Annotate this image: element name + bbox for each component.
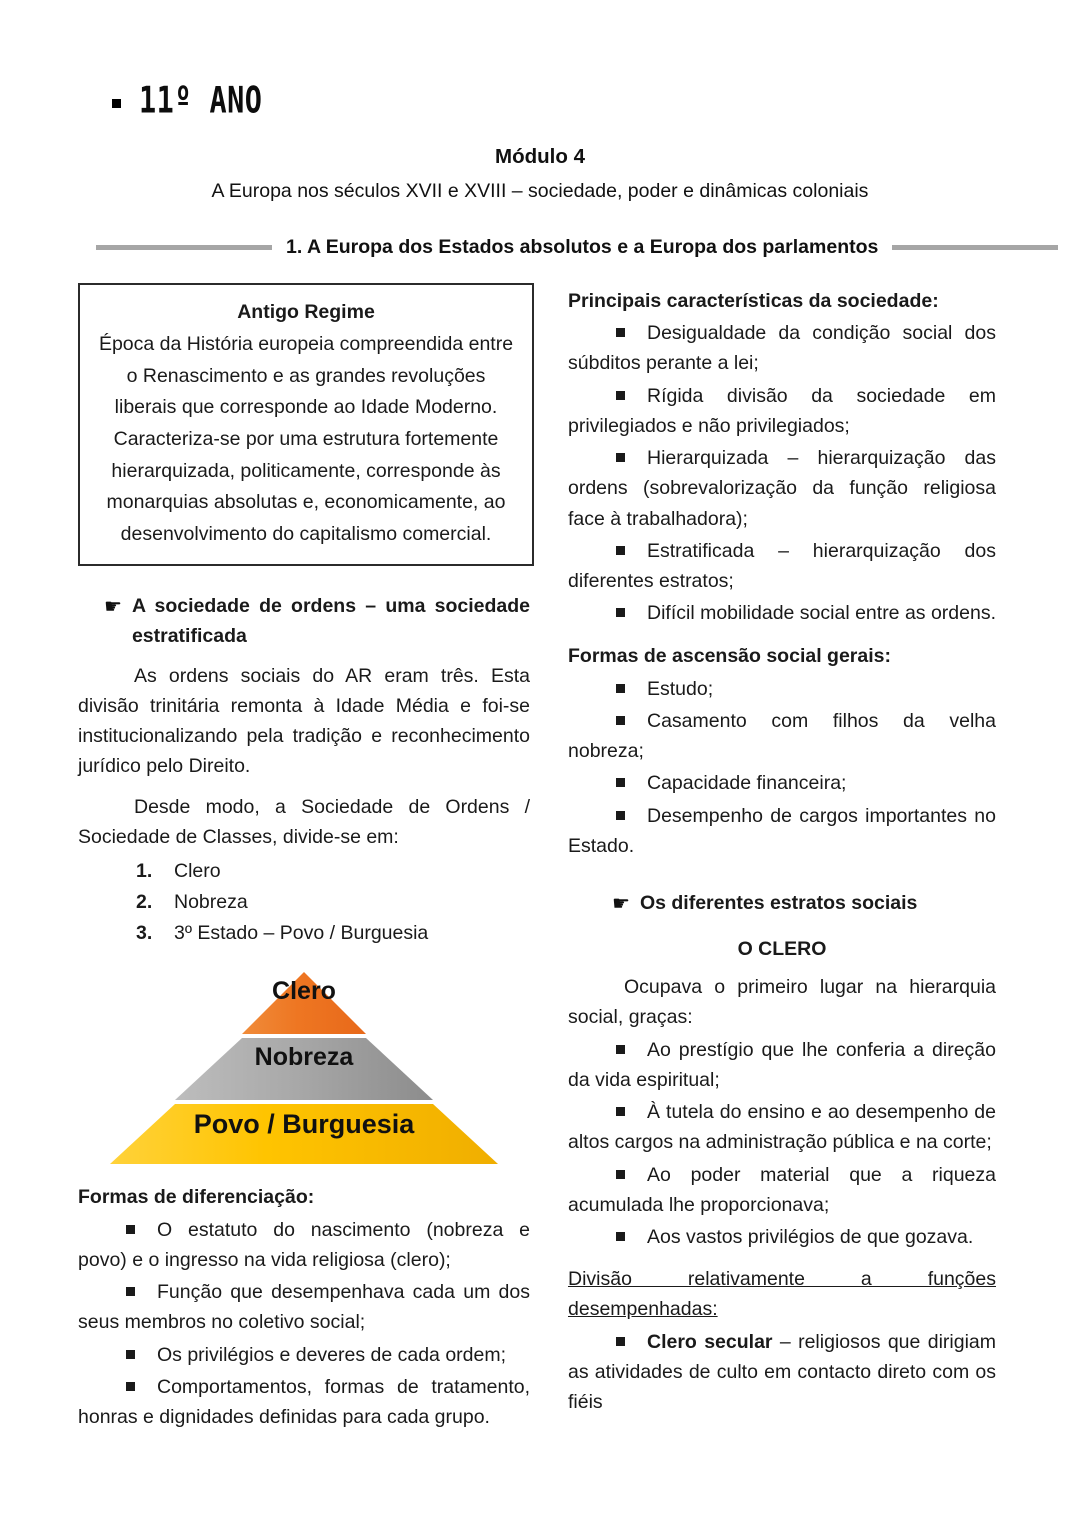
definition-box-title: Antigo Regime [237, 301, 375, 323]
rule-right-divider [892, 245, 1058, 250]
heading-ascensao-social: Formas de ascensão social gerais: [568, 645, 891, 668]
pyramid-label-povo: Povo / Burguesia [193, 1109, 415, 1140]
bullets-clero [568, 1035, 996, 1253]
square-bullet-icon [112, 99, 121, 108]
square-bullet-icon [616, 546, 625, 555]
ordens-list [78, 856, 530, 948]
list-item [568, 768, 996, 798]
left-column [78, 283, 530, 1432]
list-item-label: O estatuto do nascimento (nobreza e povo) e o ingresso na vida religiosa (clero); [78, 1218, 530, 1271]
list-item-label: Desigualdade da condição social dos súbditos perante a lei; [568, 322, 996, 375]
list-item [568, 1327, 996, 1418]
list-item: Nobreza [174, 890, 248, 913]
list-item [568, 536, 996, 596]
list-item-label: Comportamentos, formas de tratamento, honras e dignidades definidas para cada grupo. [78, 1375, 530, 1429]
paragraph-desde-modo: Desde modo, a Sociedade de Ordens / Sociedade de Classes, divide-se em: [78, 795, 530, 848]
list-item-label: Desempenho de cargos importantes no Estado. [568, 804, 996, 857]
list-item-label: Hierarquizada – hierarquização das ordens (sobrevalorização da função religiosa face à trabalhadora); [568, 447, 996, 530]
square-bullet-icon [616, 778, 625, 787]
social-pyramid-diagram [78, 964, 530, 1169]
list-item [568, 801, 996, 861]
list-item-label: Ao prestígio que lhe conferia a direção da vida espiritual; [568, 1038, 996, 1091]
list-item-label: Os privilégios e deveres de cada ordem; [157, 1343, 507, 1366]
heading-estratos-sociais-label: Os diferentes estratos sociais [639, 892, 918, 914]
list-item [568, 1160, 996, 1220]
definition-box [78, 283, 534, 566]
square-bullet-icon [616, 1045, 625, 1054]
pyramid-label-nobreza: Nobreza [254, 1043, 354, 1072]
bullets-clero-secular [568, 1327, 996, 1418]
heading-sociedade-de-ordens [78, 592, 530, 651]
list-item: 3º Estado – Povo / Burguesia [174, 921, 429, 944]
list-item [568, 706, 996, 766]
paragraph-ordens-sociais: As ordens sociais do AR eram três. Esta divisão trinitária remonta à Idade Média e foi-se institucionalizando pela tradição e reconhecimento jurídico pelo Direito. [78, 664, 530, 778]
module-title: Módulo 4 [495, 145, 585, 168]
square-bullet-icon [616, 391, 625, 400]
list-item-label: Aos vastos privilégios de que gozava. [647, 1226, 974, 1248]
list-item [78, 1372, 530, 1432]
list-item [568, 1035, 996, 1095]
paragraph-clero-intro: Ocupava o primeiro lugar na hierarquia social, graças: [568, 976, 996, 1029]
square-bullet-icon [126, 1225, 135, 1234]
list-item-label: Capacidade financeira; [647, 772, 847, 795]
square-bullet-icon [126, 1350, 135, 1359]
bullets-ascensao-social [568, 674, 996, 861]
list-item [78, 1215, 530, 1275]
list-item [568, 1097, 996, 1157]
year-label: 11º ANO [139, 79, 263, 122]
clero-secular-term: Clero secular [647, 1330, 773, 1353]
square-bullet-icon [126, 1287, 135, 1296]
square-bullet-icon [616, 453, 625, 462]
list-item-label: Rígida divisão da sociedade em privilegiados e não privilegiados; [568, 384, 996, 437]
heading-o-clero: O CLERO [737, 938, 827, 960]
year-header [112, 79, 273, 122]
list-item [568, 1222, 996, 1252]
square-bullet-icon [616, 608, 625, 617]
list-item-label: Estratificada – hierarquização dos diferentes estratos; [568, 539, 996, 592]
pointing-hand-icon: ☚ [612, 893, 630, 915]
list-item [568, 674, 996, 704]
bullets-caracteristicas [568, 318, 996, 628]
pyramid-slice-nobreza [175, 1038, 433, 1100]
list-item [78, 1340, 530, 1370]
list-item-label: Estudo; [647, 677, 714, 700]
pyramid-slice-clero [242, 972, 366, 1034]
rule-left-divider [96, 245, 272, 250]
square-bullet-icon [616, 1337, 625, 1346]
list-item: Clero [174, 860, 221, 883]
square-bullet-icon [616, 1107, 625, 1116]
clero-secular-definition: – religiosos que dirigiam as atividades de culto em contacto direto com os fiéis [568, 1330, 996, 1414]
list-item [78, 1277, 530, 1337]
list-item [568, 381, 996, 441]
heading-caracteristicas: Principais características da sociedade: [568, 290, 939, 312]
pyramid-label-clero: Clero [272, 977, 336, 1006]
heading-divisao-funcoes: Divisão relativamente a funções desempenhadas: [568, 1268, 996, 1321]
list-item [568, 443, 996, 534]
section-header [96, 236, 1036, 259]
list-item [568, 598, 996, 628]
list-item-label: Casamento com filhos da velha nobreza; [568, 709, 996, 763]
right-column [568, 287, 996, 1417]
pyramid-slice-povo [110, 1104, 498, 1164]
list-item [568, 318, 996, 378]
square-bullet-icon [616, 1232, 625, 1241]
list-item-label: Ao poder material que a riqueza acumulada lhe proporcionava; [568, 1163, 996, 1216]
square-bullet-icon [616, 328, 625, 337]
list-item-label: À tutela do ensino e ao desempenho de altos cargos na administração pública e na corte; [568, 1101, 996, 1154]
heading-estratos-sociais [568, 889, 996, 919]
square-bullet-icon [616, 1170, 625, 1179]
pyramid-svg [78, 964, 530, 1169]
square-bullet-icon [126, 1382, 135, 1391]
bullets-formas-diferenciacao [78, 1215, 530, 1433]
square-bullet-icon [616, 684, 625, 693]
square-bullet-icon [616, 716, 625, 725]
heading-sociedade-de-ordens-label: A sociedade de ordens – uma sociedade estratificada [131, 595, 530, 647]
module-subtitle: A Europa nos séculos XVII e XVIII – sociedade, poder e dinâmicas coloniais [211, 180, 869, 202]
pointing-hand-icon: ☚ [104, 596, 122, 619]
square-bullet-icon [616, 811, 625, 820]
list-item-label: Função que desempenhava cada um dos seus membros no coletivo social; [78, 1281, 530, 1334]
definition-box-body: Época da História europeia compreendida entre o Renascimento e as grandes revoluções liberais que corresponde ao Idade Moderno. Caracteriza-se por uma estrutura fortemente hierarquizada, politicamente, corresponde às monarquias absolutas e, economicamente, ao desenvolvimento do capitalismo comercial. [98, 333, 514, 545]
section-title: 1. A Europa dos Estados absolutos e a Europa dos parlamentos [286, 236, 879, 258]
heading-formas-diferenciacao: Formas de diferenciação: [78, 1186, 315, 1209]
list-item-label: Difícil mobilidade social entre as ordens. [647, 602, 997, 625]
